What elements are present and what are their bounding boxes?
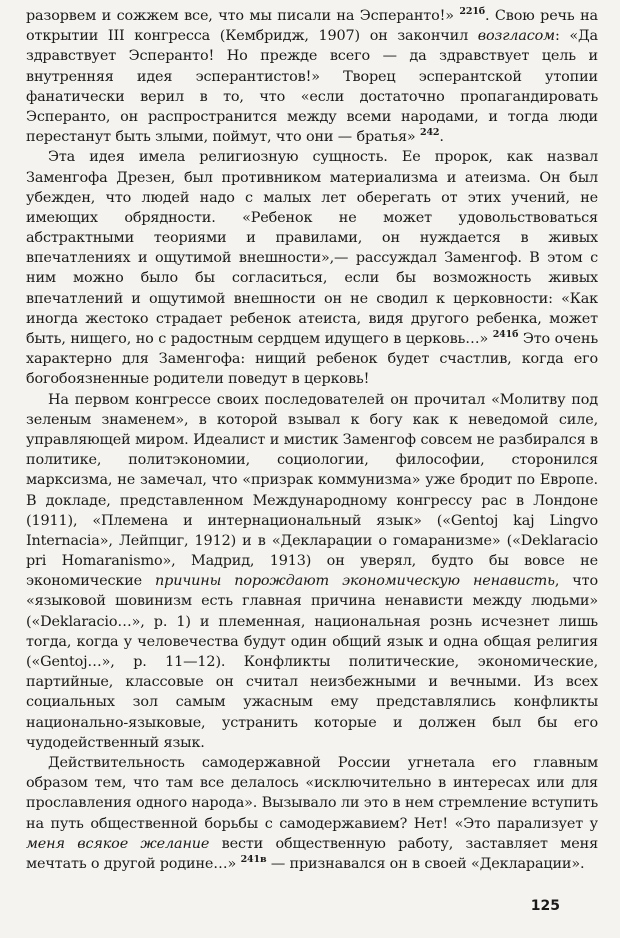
paragraph [26,753,598,874]
text-run: . [439,129,444,146]
text-run: , что «языковой шовинизм есть главная причина ненависти между людьми» («Deklaracio…», р. 1) и племенная, национальная рознь исчезнет лишь тогда, когда у человечества будут один общий язык и одна общая религия («Gentoj…», р. 11—12). Конфликты политические, экономические, партийные, классовые он считал неизбежными и вечными. Из всех социальных зол самым ужасным ему представлялись конфликты национально-языковые, устранить которые и должен был бы его чудодейственный язык. [26,573,598,751]
footnote-ref: 241в [240,854,267,866]
paragraph [26,6,598,147]
text-run: — признавался он в своей «Декларации». [266,855,585,872]
footnote-ref: 242 [419,127,440,139]
paragraph [26,390,598,753]
text-run: разорвем и сожжем все, что мы писали на Эсперанто!» [26,8,460,24]
emphasis-text: меня всякое желание [26,835,210,852]
text-run: Действительность самодержавной России угнетала его главным образом тем, что там все делалось «исключительно в интересах или для прославления одного народа». Вызывало ли это в нем стремление вступить на путь общественной борьбы с самодержавием? Нет! «Это парализует у [26,754,598,832]
text-run: Это очень характерно для Заменгофа: нищий ребенок будет счастлив, когда его богобоязненные родители поведут в церковь! [26,331,599,388]
footnote-ref: 241б [492,329,519,341]
body-text [26,6,598,874]
text-run: : «Да здравствует Эсперанто! Но прежде всего — да здравствует цель и внутренняя идея эсперантистов!» Творец эсперантской утопии фанатически верил в то, что «если достаточно пропагандировать Эсперанто, он распространится между всеми народами, и тогда люди перестанут быть злыми, поймут, что они — братья» [26,28,598,146]
text-run: Эта идея имела религиозную сущность. Ее пророк, как назвал Заменгофа Дрезен, был противником материализма и атеизма. Он был убежден, что людей надо с малых лет оберегать от этих учений, не имеющих обрядности. «Ребенок не может удовольствоваться абстрактными теориями и правилами, он нуждается в живых впечатлениях и ощутимой внешности»,— рассуждал Заменгоф. В этом с ним можно было бы согласиться, если бы возможность живых впечатлений и ощутимой внешности он не сводил к церковности: «Как иногда жестоко страдает ребенок атеиста, видя другого ребенка, может быть, нищего, но с радостным сердцем идущего в церковь…» [26,149,598,347]
paragraph [26,147,598,389]
text-run: На первом конгрессе своих последователей он прочитал «Молитву под зеленым знаменем», в которой взывал к богу как к неведомой силе, управляющей миром. Идеалист и мистик Заменгоф совсем не разбирался в политике, политэкономии, социологии, философии, сторонился марксизма, не замечал, что «призрак коммунизма» уже бродит по Европе. В докладе, представленном Международному конгрессу рас в Лондоне (1911), «Племена и интернациональный язык» («Gentoj kaj Lingvo Internacia», Лейпциг, 1912) и в «Декларации о гомаранизме» («Deklaracio pri Homaranismo», Мадрид, 1913) он уверял, будто бы вовсе не экономические [26,391,598,590]
page-number: 125 [530,898,560,914]
footnote-ref: 221б [459,6,485,18]
text-run: . Свою речь на открытии III конгресса (Кембридж, 1907) он закончил [26,8,598,45]
text-run: вести общественную работу, заставляет меня мечтать о другой родине…» [26,835,598,872]
emphasis-text: возгласом [477,28,555,45]
emphasis-text: причины порождают экономическую ненависть [155,573,555,590]
